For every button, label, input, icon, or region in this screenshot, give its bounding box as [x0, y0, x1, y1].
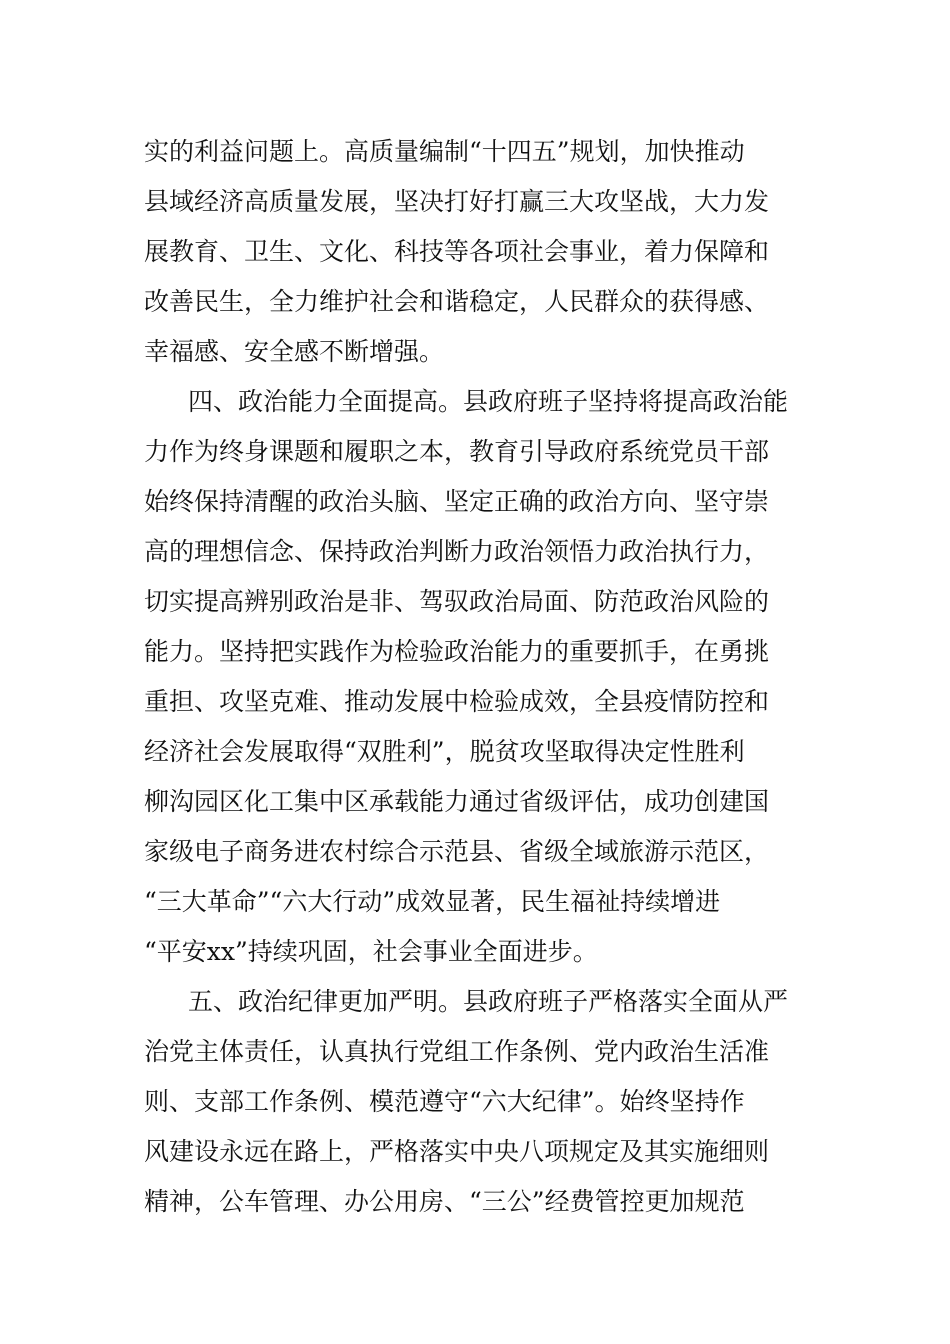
- text-line: 力作为终身课题和履职之本，教育引导政府系统党员干部: [144, 437, 770, 466]
- text-line: 幸福感、安全感不断增强。: [144, 337, 445, 366]
- document-body: [144, 127, 814, 1227]
- text-line: 精神，公车管理、办公用房、“三公”经费管控更加规范: [144, 1187, 745, 1216]
- text-line: 县域经济高质量发展，坚决打好打赢三大攻坚战，大力发: [144, 187, 770, 216]
- section-four-first-line: 四、政治能力全面提高。县政府班子坚持将提高政治能: [188, 387, 789, 416]
- text-line: 则、支部工作条例、模范遵守“六大纪律”。始终坚持作: [144, 1087, 745, 1116]
- section-five-first-line: 五、政治纪律更加严明。县政府班子严格落实全面从严: [188, 987, 789, 1016]
- text-line: 高的理想信念、保持政治判断力政治领悟力政治执行力，: [144, 537, 770, 566]
- text-line: 治党主体责任，认真执行党组工作条例、党内政治生活准: [144, 1037, 770, 1066]
- text-line: 柳沟园区化工集中区承载能力通过省级评估，成功创建国: [144, 787, 770, 816]
- text-line: 实的利益问题上。高质量编制“十四五”规划，加快推动: [144, 137, 745, 166]
- text-line: 切实提高辨别政治是非、驾驭政治局面、防范政治风险的: [144, 587, 770, 616]
- text-line: 展教育、卫生、文化、科技等各项社会事业，着力保障和: [144, 237, 770, 266]
- text-line: 风建设永远在路上，严格落实中央八项规定及其实施细则: [144, 1137, 770, 1166]
- text-line: “平安xx”持续巩固，社会事业全面进步。: [144, 937, 598, 966]
- text-line: 经济社会发展取得“双胜利”，脱贫攻坚取得决定性胜利: [144, 737, 745, 766]
- text-line: 家级电子商务进农村综合示范县、省级全域旅游示范区，: [144, 837, 770, 866]
- text-line: 重担、攻坚克难、推动发展中检验成效，全县疫情防控和: [144, 687, 770, 716]
- text-line: 能力。坚持把实践作为检验政治能力的重要抓手，在勇挑: [144, 637, 770, 666]
- text-line: 始终保持清醒的政治头脑、坚定正确的政治方向、坚守崇: [144, 487, 770, 516]
- text-line: “三大革命”“六大行动”成效显著，民生福祉持续增进: [144, 887, 721, 916]
- text-line: 改善民生，全力维护社会和谐稳定，人民群众的获得感、: [144, 287, 770, 316]
